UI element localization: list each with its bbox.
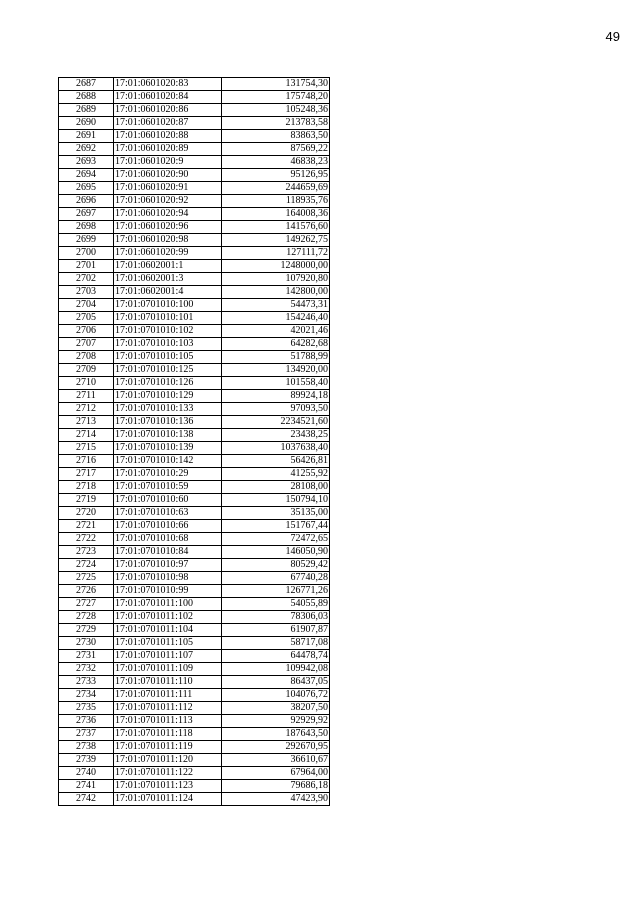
row-number-cell: 2725 [59, 572, 114, 585]
cadastral-number-cell: 17:01:0701011:111 [114, 689, 222, 702]
cadastral-number-cell: 17:01:0701010:136 [114, 416, 222, 429]
table-row [59, 442, 330, 455]
table-row [59, 455, 330, 468]
cadastral-value-cell: 64282,68 [222, 338, 330, 351]
table-row [59, 585, 330, 598]
row-number-cell: 2730 [59, 637, 114, 650]
table-row [59, 663, 330, 676]
row-number-cell: 2690 [59, 117, 114, 130]
table-row [59, 767, 330, 780]
cadastral-number-cell: 17:01:0701010:105 [114, 351, 222, 364]
cadastral-number-cell: 17:01:0701011:119 [114, 741, 222, 754]
cadastral-number-cell: 17:01:0601020:9 [114, 156, 222, 169]
cadastral-number-cell: 17:01:0701010:60 [114, 494, 222, 507]
cadastral-value-cell: 105248,36 [222, 104, 330, 117]
row-number-cell: 2702 [59, 273, 114, 286]
cadastral-value-cell: 151767,44 [222, 520, 330, 533]
cadastral-number-cell: 17:01:0601020:99 [114, 247, 222, 260]
cadastral-number-cell: 17:01:0601020:87 [114, 117, 222, 130]
cadastral-number-cell: 17:01:0601020:86 [114, 104, 222, 117]
cadastral-value-cell: 36610,67 [222, 754, 330, 767]
row-number-cell: 2714 [59, 429, 114, 442]
cadastral-value-cell: 131754,30 [222, 78, 330, 91]
cadastral-value-cell: 83863,50 [222, 130, 330, 143]
cadastral-number-cell: 17:01:0701010:100 [114, 299, 222, 312]
cadastral-value-cell: 86437,05 [222, 676, 330, 689]
cadastral-value-cell: 1248000,00 [222, 260, 330, 273]
row-number-cell: 2739 [59, 754, 114, 767]
table-row [59, 520, 330, 533]
cadastral-value-cell: 109942,08 [222, 663, 330, 676]
cadastral-number-cell: 17:01:0701010:103 [114, 338, 222, 351]
cadastral-value-cell: 101558,40 [222, 377, 330, 390]
cadastral-number-cell: 17:01:0601020:88 [114, 130, 222, 143]
cadastral-value-cell: 42021,46 [222, 325, 330, 338]
cadastral-number-cell: 17:01:0701011:122 [114, 767, 222, 780]
table-row [59, 507, 330, 520]
table-row [59, 559, 330, 572]
table-row [59, 403, 330, 416]
cadastral-number-cell: 17:01:0601020:90 [114, 169, 222, 182]
cadastral-number-cell: 17:01:0701011:105 [114, 637, 222, 650]
row-number-cell: 2738 [59, 741, 114, 754]
cadastral-value-cell: 80529,42 [222, 559, 330, 572]
row-number-cell: 2731 [59, 650, 114, 663]
cadastral-value-cell: 2234521,60 [222, 416, 330, 429]
table-row [59, 481, 330, 494]
cadastral-value-cell: 244659,69 [222, 182, 330, 195]
cadastral-value-cell: 107920,80 [222, 273, 330, 286]
row-number-cell: 2709 [59, 364, 114, 377]
table-row [59, 754, 330, 767]
cadastral-number-cell: 17:01:0701010:59 [114, 481, 222, 494]
table-row [59, 494, 330, 507]
cadastral-value-cell: 89924,18 [222, 390, 330, 403]
row-number-cell: 2691 [59, 130, 114, 143]
cadastral-number-cell: 17:01:0701010:133 [114, 403, 222, 416]
row-number-cell: 2696 [59, 195, 114, 208]
row-number-cell: 2734 [59, 689, 114, 702]
table-row [59, 195, 330, 208]
cadastral-value-cell: 46838,23 [222, 156, 330, 169]
cadastral-number-cell: 17:01:0701011:107 [114, 650, 222, 663]
cadastral-number-cell: 17:01:0701010:125 [114, 364, 222, 377]
table-row [59, 429, 330, 442]
cadastral-number-cell: 17:01:0601020:96 [114, 221, 222, 234]
row-number-cell: 2715 [59, 442, 114, 455]
table-row [59, 104, 330, 117]
cadastral-value-table [58, 77, 330, 806]
page-number: 49 [605, 29, 620, 44]
table-row [59, 598, 330, 611]
cadastral-value-cell: 97093,50 [222, 403, 330, 416]
table-row [59, 143, 330, 156]
row-number-cell: 2704 [59, 299, 114, 312]
table-row [59, 312, 330, 325]
cadastral-number-cell: 17:01:0701011:124 [114, 793, 222, 806]
table-row [59, 468, 330, 481]
row-number-cell: 2742 [59, 793, 114, 806]
row-number-cell: 2706 [59, 325, 114, 338]
row-number-cell: 2700 [59, 247, 114, 260]
row-number-cell: 2724 [59, 559, 114, 572]
cadastral-number-cell: 17:01:0701011:109 [114, 663, 222, 676]
cadastral-value-cell: 64478,74 [222, 650, 330, 663]
cadastral-number-cell: 17:01:0601020:83 [114, 78, 222, 91]
cadastral-number-cell: 17:01:0701010:99 [114, 585, 222, 598]
row-number-cell: 2718 [59, 481, 114, 494]
row-number-cell: 2726 [59, 585, 114, 598]
row-number-cell: 2693 [59, 156, 114, 169]
row-number-cell: 2717 [59, 468, 114, 481]
cadastral-number-cell: 17:01:0701010:139 [114, 442, 222, 455]
table-row [59, 208, 330, 221]
row-number-cell: 2694 [59, 169, 114, 182]
row-number-cell: 2737 [59, 728, 114, 741]
cadastral-number-cell: 17:01:0701010:84 [114, 546, 222, 559]
table-row [59, 247, 330, 260]
table-row [59, 390, 330, 403]
row-number-cell: 2711 [59, 390, 114, 403]
cadastral-number-cell: 17:01:0601020:94 [114, 208, 222, 221]
table-row [59, 156, 330, 169]
table-row [59, 117, 330, 130]
row-number-cell: 2733 [59, 676, 114, 689]
row-number-cell: 2727 [59, 598, 114, 611]
cadastral-value-cell: 61907,87 [222, 624, 330, 637]
row-number-cell: 2736 [59, 715, 114, 728]
table-row [59, 611, 330, 624]
cadastral-value-cell: 213783,58 [222, 117, 330, 130]
table-row [59, 676, 330, 689]
cadastral-number-cell: 17:01:0701011:118 [114, 728, 222, 741]
row-number-cell: 2701 [59, 260, 114, 273]
cadastral-value-cell: 78306,03 [222, 611, 330, 624]
cadastral-number-cell: 17:01:0701010:101 [114, 312, 222, 325]
cadastral-number-cell: 17:01:0701010:29 [114, 468, 222, 481]
cadastral-value-cell: 154246,40 [222, 312, 330, 325]
table-row [59, 234, 330, 247]
cadastral-value-cell: 23438,25 [222, 429, 330, 442]
row-number-cell: 2719 [59, 494, 114, 507]
row-number-cell: 2699 [59, 234, 114, 247]
table-row [59, 299, 330, 312]
cadastral-value-cell: 56426,81 [222, 455, 330, 468]
cadastral-number-cell: 17:01:0701010:129 [114, 390, 222, 403]
cadastral-value-cell: 1037638,40 [222, 442, 330, 455]
cadastral-value-cell: 54055,89 [222, 598, 330, 611]
table-row [59, 624, 330, 637]
cadastral-value-cell: 58717,08 [222, 637, 330, 650]
cadastral-value-cell: 72472,65 [222, 533, 330, 546]
table-row [59, 182, 330, 195]
cadastral-value-cell: 47423,90 [222, 793, 330, 806]
table-row [59, 260, 330, 273]
row-number-cell: 2735 [59, 702, 114, 715]
cadastral-value-cell: 51788,99 [222, 351, 330, 364]
cadastral-number-cell: 17:01:0701011:112 [114, 702, 222, 715]
table-row [59, 637, 330, 650]
table-row [59, 364, 330, 377]
cadastral-value-cell: 292670,95 [222, 741, 330, 754]
cadastral-value-cell: 127111,72 [222, 247, 330, 260]
cadastral-value-cell: 28108,00 [222, 481, 330, 494]
cadastral-number-cell: 17:01:0701010:126 [114, 377, 222, 390]
cadastral-number-cell: 17:01:0701010:97 [114, 559, 222, 572]
table-row [59, 286, 330, 299]
cadastral-value-cell: 187643,50 [222, 728, 330, 741]
row-number-cell: 2729 [59, 624, 114, 637]
cadastral-value-cell: 41255,92 [222, 468, 330, 481]
cadastral-number-cell: 17:01:0701010:102 [114, 325, 222, 338]
cadastral-value-cell: 146050,90 [222, 546, 330, 559]
table-row [59, 273, 330, 286]
row-number-cell: 2688 [59, 91, 114, 104]
table-row [59, 533, 330, 546]
cadastral-value-cell: 126771,26 [222, 585, 330, 598]
table-row [59, 169, 330, 182]
row-number-cell: 2723 [59, 546, 114, 559]
table-row [59, 416, 330, 429]
table-row [59, 728, 330, 741]
cadastral-number-cell: 17:01:0601020:98 [114, 234, 222, 247]
cadastral-number-cell: 17:01:0701010:142 [114, 455, 222, 468]
table-row [59, 351, 330, 364]
row-number-cell: 2705 [59, 312, 114, 325]
cadastral-value-cell: 35135,00 [222, 507, 330, 520]
cadastral-value-cell: 79686,18 [222, 780, 330, 793]
table-row [59, 715, 330, 728]
table-row [59, 793, 330, 806]
row-number-cell: 2741 [59, 780, 114, 793]
cadastral-value-cell: 67964,00 [222, 767, 330, 780]
cadastral-value-cell: 164008,36 [222, 208, 330, 221]
cadastral-value-cell: 104076,72 [222, 689, 330, 702]
cadastral-value-cell: 118935,76 [222, 195, 330, 208]
table-row [59, 377, 330, 390]
cadastral-number-cell: 17:01:0601020:91 [114, 182, 222, 195]
row-number-cell: 2698 [59, 221, 114, 234]
row-number-cell: 2720 [59, 507, 114, 520]
cadastral-number-cell: 17:01:0701011:102 [114, 611, 222, 624]
cadastral-value-cell: 149262,75 [222, 234, 330, 247]
row-number-cell: 2712 [59, 403, 114, 416]
cadastral-number-cell: 17:01:0701010:68 [114, 533, 222, 546]
cadastral-number-cell: 17:01:0701010:138 [114, 429, 222, 442]
table-row [59, 702, 330, 715]
cadastral-number-cell: 17:01:0701011:104 [114, 624, 222, 637]
row-number-cell: 2713 [59, 416, 114, 429]
row-number-cell: 2740 [59, 767, 114, 780]
table-row [59, 741, 330, 754]
cadastral-value-cell: 67740,28 [222, 572, 330, 585]
cadastral-number-cell: 17:01:0601020:92 [114, 195, 222, 208]
cadastral-number-cell: 17:01:0602001:3 [114, 273, 222, 286]
table-row [59, 221, 330, 234]
row-number-cell: 2708 [59, 351, 114, 364]
cadastral-value-cell: 141576,60 [222, 221, 330, 234]
cadastral-number-cell: 17:01:0701010:63 [114, 507, 222, 520]
cadastral-value-cell: 142800,00 [222, 286, 330, 299]
table-body [59, 78, 330, 806]
cadastral-number-cell: 17:01:0701011:113 [114, 715, 222, 728]
cadastral-number-cell: 17:01:0601020:89 [114, 143, 222, 156]
cadastral-value-cell: 54473,31 [222, 299, 330, 312]
cadastral-value-cell: 92929,92 [222, 715, 330, 728]
cadastral-value-cell: 38207,50 [222, 702, 330, 715]
row-number-cell: 2703 [59, 286, 114, 299]
row-number-cell: 2728 [59, 611, 114, 624]
cadastral-value-cell: 150794,10 [222, 494, 330, 507]
row-number-cell: 2732 [59, 663, 114, 676]
cadastral-number-cell: 17:01:0602001:4 [114, 286, 222, 299]
row-number-cell: 2722 [59, 533, 114, 546]
table-row [59, 689, 330, 702]
cadastral-number-cell: 17:01:0701010:66 [114, 520, 222, 533]
row-number-cell: 2689 [59, 104, 114, 117]
cadastral-number-cell: 17:01:0601020:84 [114, 91, 222, 104]
row-number-cell: 2695 [59, 182, 114, 195]
table-row [59, 91, 330, 104]
cadastral-number-cell: 17:01:0701011:110 [114, 676, 222, 689]
row-number-cell: 2692 [59, 143, 114, 156]
table-row [59, 780, 330, 793]
row-number-cell: 2721 [59, 520, 114, 533]
table-row [59, 130, 330, 143]
table-row [59, 338, 330, 351]
cadastral-value-cell: 95126,95 [222, 169, 330, 182]
cadastral-value-cell: 134920,00 [222, 364, 330, 377]
cadastral-value-cell: 175748,20 [222, 91, 330, 104]
cadastral-number-cell: 17:01:0701011:100 [114, 598, 222, 611]
row-number-cell: 2697 [59, 208, 114, 221]
row-number-cell: 2710 [59, 377, 114, 390]
table-row [59, 572, 330, 585]
row-number-cell: 2716 [59, 455, 114, 468]
row-number-cell: 2687 [59, 78, 114, 91]
row-number-cell: 2707 [59, 338, 114, 351]
cadastral-number-cell: 17:01:0701011:123 [114, 780, 222, 793]
cadastral-number-cell: 17:01:0701010:98 [114, 572, 222, 585]
cadastral-number-cell: 17:01:0602001:1 [114, 260, 222, 273]
cadastral-value-cell: 87569,22 [222, 143, 330, 156]
table-row [59, 78, 330, 91]
table-row [59, 650, 330, 663]
table-row [59, 546, 330, 559]
cadastral-number-cell: 17:01:0701011:120 [114, 754, 222, 767]
table-row [59, 325, 330, 338]
